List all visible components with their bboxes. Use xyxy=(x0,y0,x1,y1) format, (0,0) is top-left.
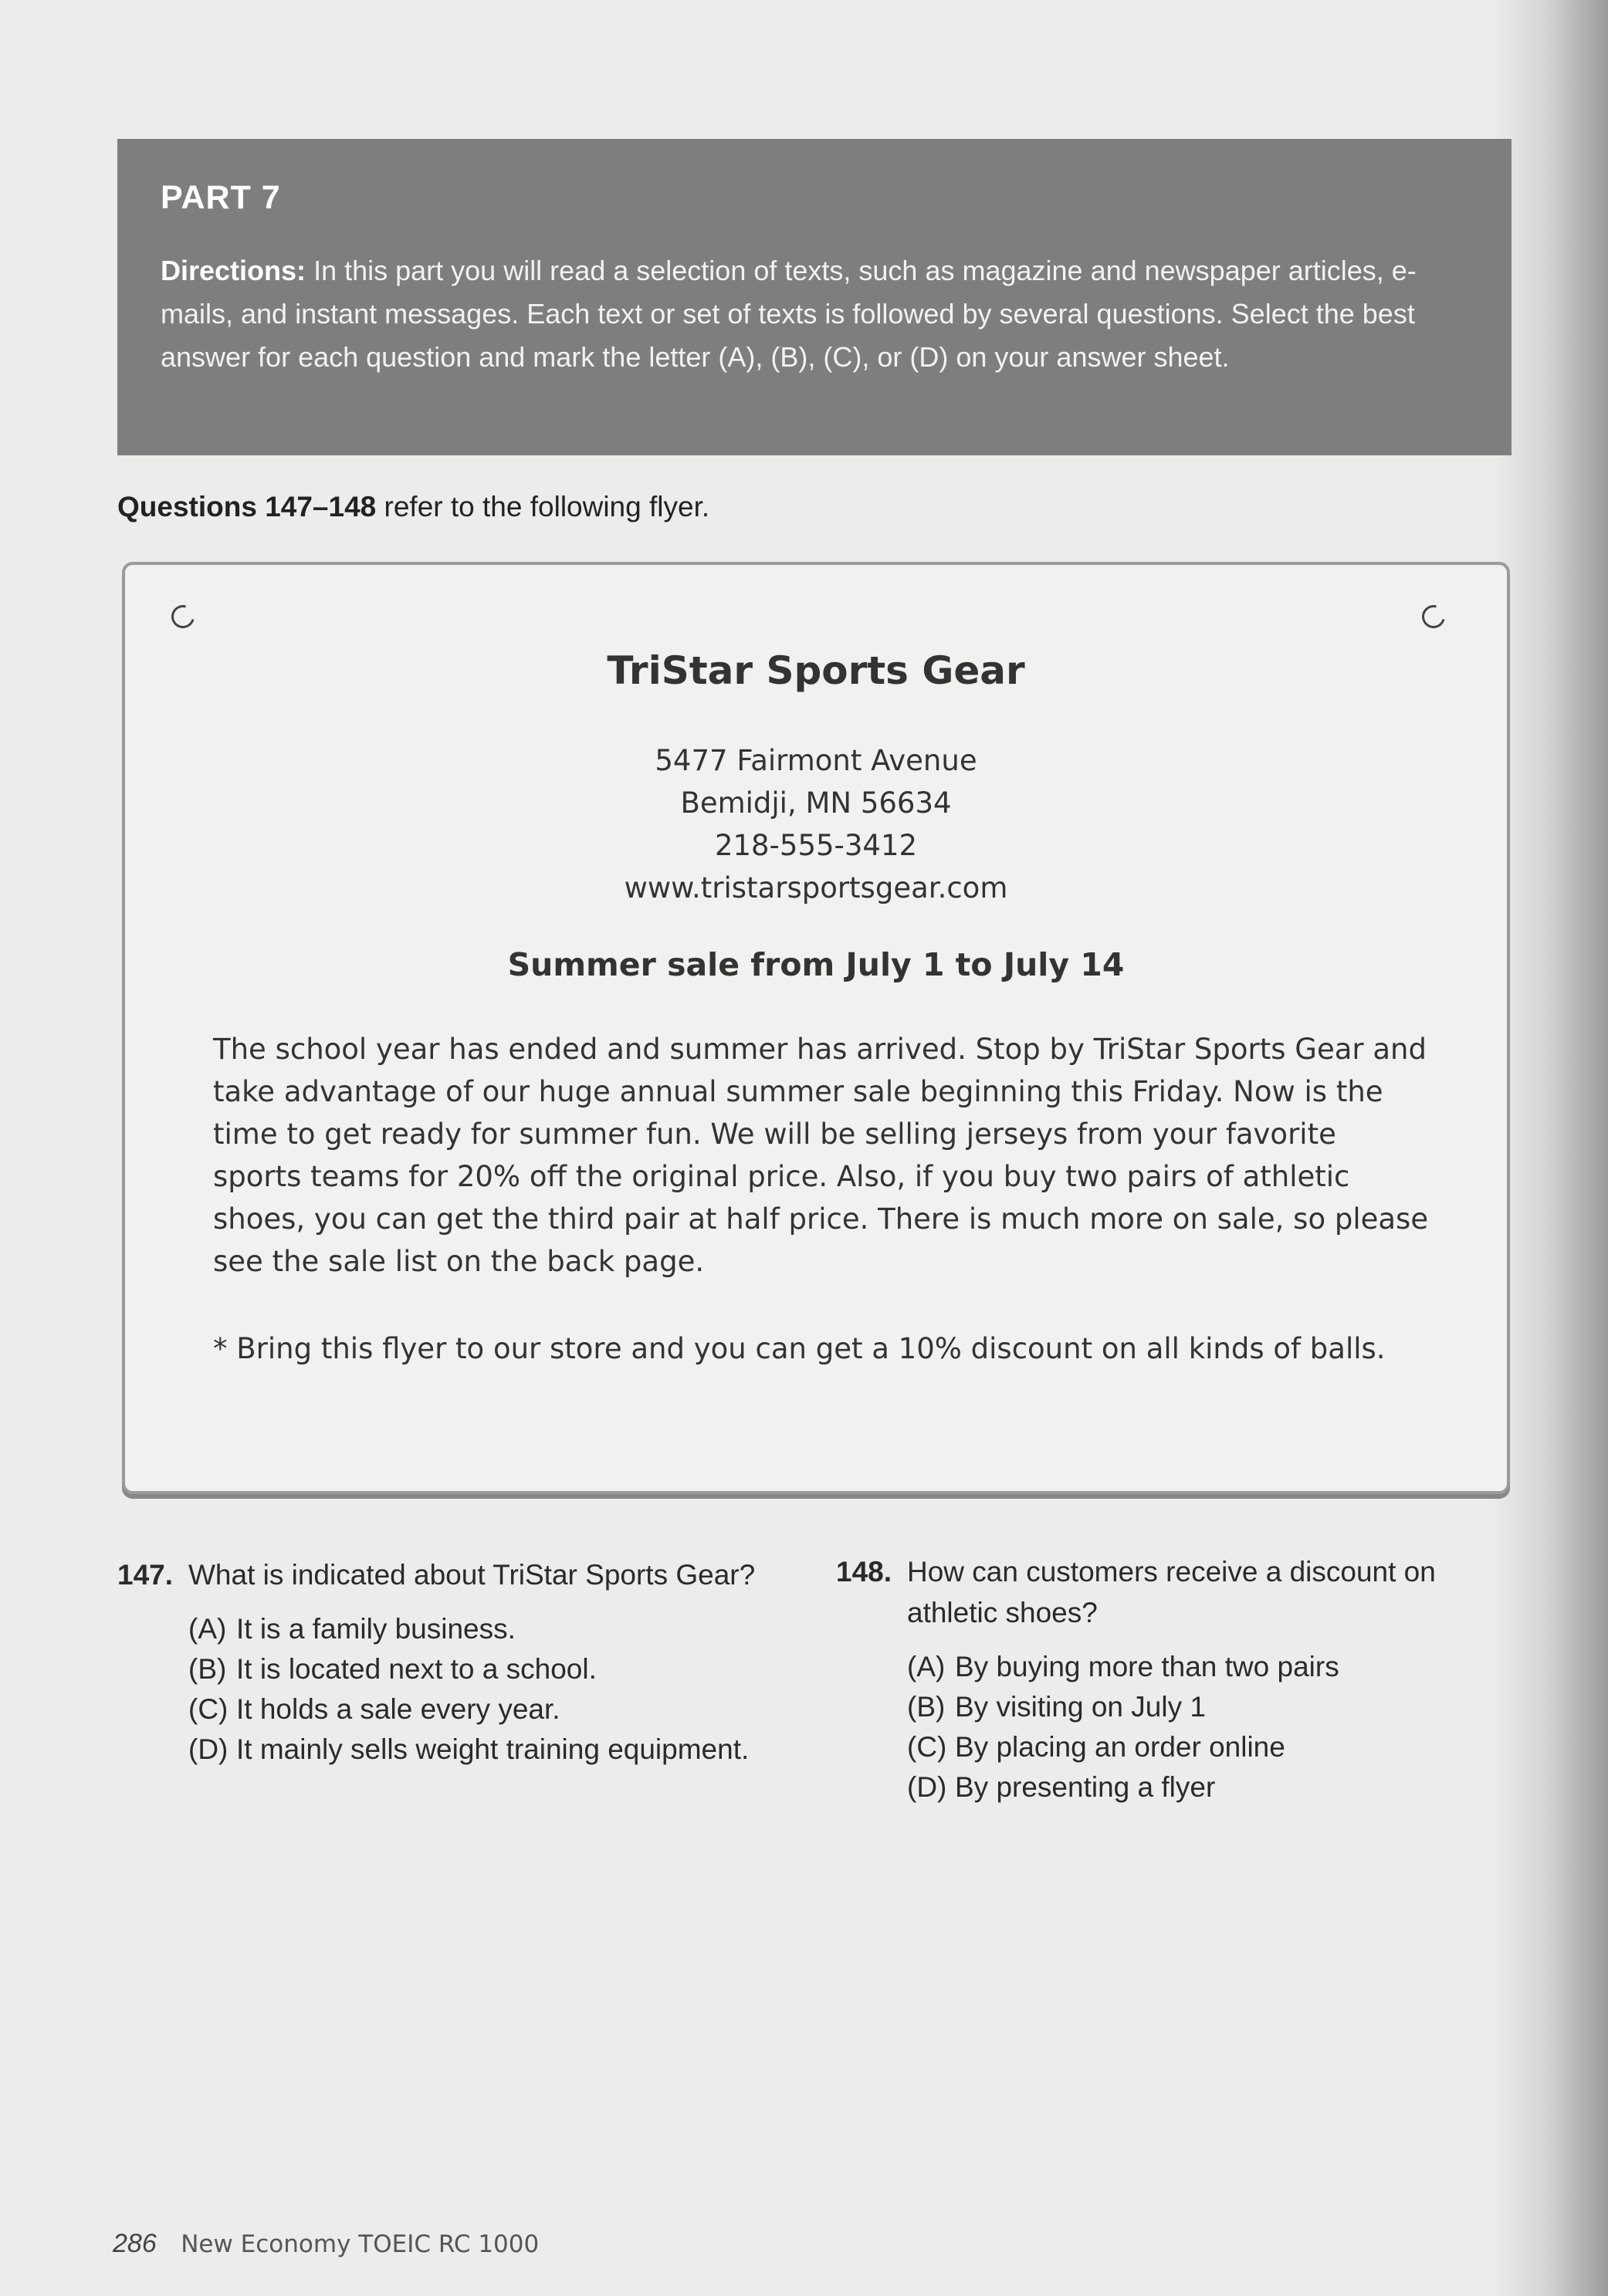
question-number: 147. xyxy=(117,1559,174,1591)
question-147 xyxy=(117,1554,781,1770)
answer-option-a[interactable] xyxy=(907,1647,1515,1687)
questions-intro-text: refer to the following flyer. xyxy=(384,491,710,522)
answer-option-b[interactable] xyxy=(907,1687,1515,1727)
page-footer xyxy=(113,2229,539,2259)
store-phone: 218-555-3412 xyxy=(714,829,918,862)
question-148 xyxy=(836,1551,1515,1807)
option-letter: (A) xyxy=(907,1651,946,1682)
option-text: It is a family business. xyxy=(236,1613,516,1645)
option-text: By placing an order online xyxy=(955,1731,1285,1763)
option-letter: (A) xyxy=(188,1613,227,1645)
answer-option-d[interactable] xyxy=(907,1767,1515,1807)
option-text: It mainly sells weight training equipment. xyxy=(236,1733,750,1765)
option-letter: (C) xyxy=(907,1731,947,1763)
book-title: New Economy TOEIC RC 1000 xyxy=(181,2230,540,2258)
option-text: It holds a sale every year. xyxy=(236,1693,560,1725)
option-letter: (B) xyxy=(188,1653,227,1685)
answer-option-a[interactable] xyxy=(188,1609,781,1649)
directions-text xyxy=(161,249,1467,379)
part-title: PART 7 xyxy=(161,179,281,216)
page-number: 286 xyxy=(113,2229,157,2258)
store-website: www.tristarsportsgear.com xyxy=(624,871,1008,905)
directions-label: Directions: xyxy=(161,255,306,286)
option-text: By presenting a flyer xyxy=(955,1771,1216,1803)
answer-option-b[interactable] xyxy=(188,1649,781,1689)
directions-body: In this part you will read a selection of texts, such as magazine and newspaper articles, e-mails, and instant messages. Each text or set of texts is followed by several questions. Select the best answer for each question and mark the letter (A), (B), (C), or (D) on your answer sheet. xyxy=(161,255,1417,373)
answer-options xyxy=(836,1647,1515,1807)
punch-hole-right-icon xyxy=(1418,601,1450,633)
question-stem xyxy=(117,1554,781,1595)
option-letter: (D) xyxy=(188,1733,229,1765)
question-text: What is indicated about TriStar Sports Gear? xyxy=(188,1559,756,1591)
address-street: 5477 Fairmont Avenue xyxy=(655,744,977,777)
answer-option-d[interactable] xyxy=(188,1730,781,1770)
option-text: By buying more than two pairs xyxy=(955,1651,1339,1682)
question-number: 148. xyxy=(836,1556,892,1588)
option-letter: (C) xyxy=(188,1693,229,1725)
flyer xyxy=(122,562,1510,1494)
option-letter: (D) xyxy=(907,1771,947,1803)
store-address xyxy=(125,739,1507,909)
punch-hole-left-icon xyxy=(168,601,199,633)
flyer-body: The school year has ended and summer has arrived. Stop by TriStar Sports Gear and take advantage of our huge annual summer sale beginning this Friday. Now is the time to get ready for summer fun. We will be selling jerseys from your favorite sports teams for 20% off the original price. Also, if you buy two pairs of athletic shoes, you can get the third pair at half price. There is much more on sale, so please see the sale list on the back page. xyxy=(213,1033,1429,1278)
option-text: By visiting on July 1 xyxy=(955,1691,1206,1723)
directions-banner xyxy=(117,139,1512,455)
answer-options xyxy=(117,1609,781,1770)
option-letter: (B) xyxy=(907,1691,946,1723)
option-text: It is located next to a school. xyxy=(236,1653,597,1685)
address-city: Bemidji, MN 56634 xyxy=(680,786,952,820)
answer-option-c[interactable] xyxy=(907,1727,1515,1767)
sale-heading: Summer sale from July 1 to July 14 xyxy=(507,946,1125,983)
answer-option-c[interactable] xyxy=(188,1689,781,1730)
flyer-title: TriStar Sports Gear xyxy=(607,648,1025,693)
question-text: How can customers receive a discount on athletic shoes? xyxy=(907,1556,1436,1628)
question-stem xyxy=(836,1551,1515,1633)
flyer-note: * Bring this flyer to our store and you can get a 10% discount on all kinds of balls. xyxy=(213,1332,1386,1365)
questions-range: Questions 147–148 xyxy=(117,491,377,522)
questions-intro xyxy=(117,491,709,523)
